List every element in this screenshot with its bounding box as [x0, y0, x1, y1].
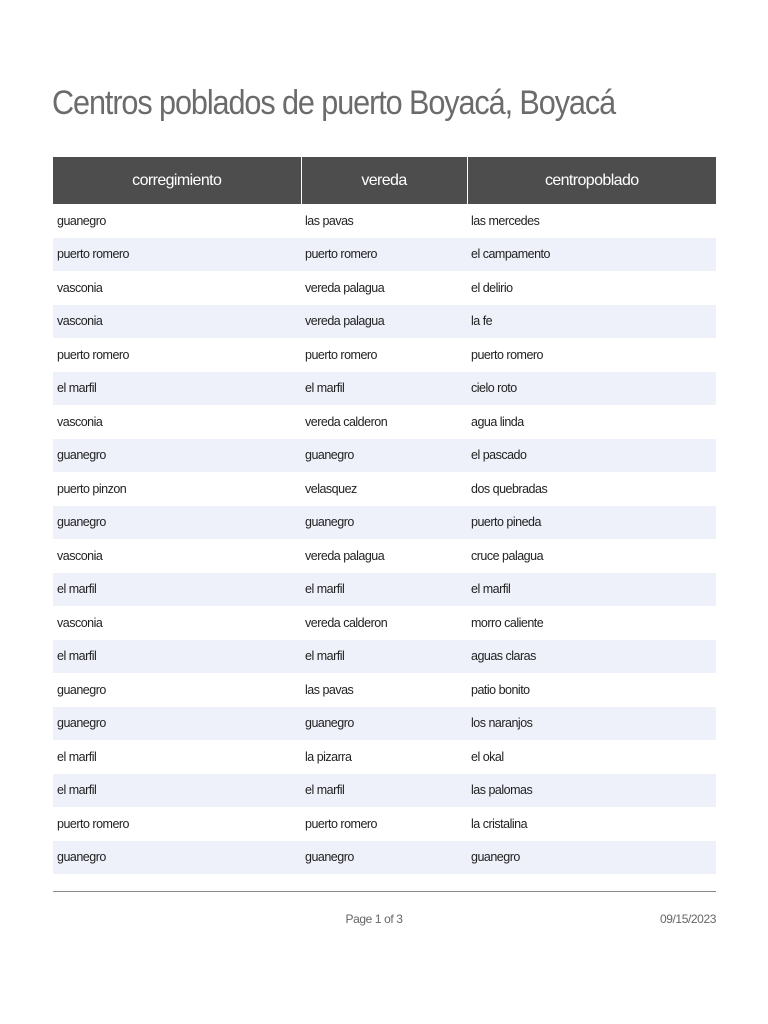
- cell-vereda: vereda palagua: [301, 305, 467, 339]
- cell-vereda: el marfil: [301, 640, 467, 674]
- table-body: [53, 204, 716, 874]
- table-row: [53, 774, 716, 808]
- table-row: [53, 204, 716, 238]
- cell-vereda: vereda palagua: [305, 548, 385, 563]
- table-row: [53, 305, 716, 339]
- cell-corregimiento: puerto pinzon: [57, 481, 127, 496]
- cell-corregimiento: el marfil: [57, 749, 97, 764]
- cell-centropoblado: el okal: [471, 749, 504, 764]
- table-row: [53, 271, 716, 305]
- cell-vereda: guanegro: [301, 841, 467, 875]
- cell-centropoblado: patio bonito: [471, 682, 530, 697]
- table-row: [53, 439, 716, 473]
- cell-vereda: las pavas: [305, 682, 354, 697]
- cell-vereda: vereda calderon: [305, 615, 388, 630]
- cell-centropoblado: puerto pineda: [467, 506, 716, 540]
- cell-corregimiento: el marfil: [53, 640, 301, 674]
- cell-corregimiento: vasconia: [53, 305, 301, 339]
- cell-corregimiento: el marfil: [53, 372, 301, 406]
- table-row: [53, 707, 716, 741]
- cell-vereda: puerto romero: [301, 238, 467, 272]
- cell-corregimiento: el marfil: [53, 573, 301, 607]
- column-header-corregimiento[interactable]: corregimiento: [53, 157, 301, 204]
- cell-centropoblado: la fe: [467, 305, 716, 339]
- cell-vereda: guanegro: [301, 707, 467, 741]
- cell-centropoblado: los naranjos: [467, 707, 716, 741]
- cell-corregimiento: puerto romero: [57, 347, 130, 362]
- cell-corregimiento: guanegro: [53, 707, 301, 741]
- print-date: 09/15/2023: [659, 912, 716, 926]
- column-header-vereda[interactable]: vereda: [301, 157, 467, 204]
- page-title: Centros poblados de puerto Boyacá, Boyacá: [52, 84, 616, 122]
- cell-centropoblado: aguas claras: [467, 640, 716, 674]
- table-row: [53, 841, 716, 875]
- table-row: [53, 338, 716, 372]
- table-row: [53, 573, 716, 607]
- cell-centropoblado: agua linda: [471, 414, 524, 429]
- cell-vereda: guanegro: [301, 439, 467, 473]
- cell-corregimiento: el marfil: [53, 774, 301, 808]
- cell-vereda: puerto romero: [305, 816, 378, 831]
- cell-corregimiento: vasconia: [57, 280, 103, 295]
- cell-vereda: vereda palagua: [305, 280, 385, 295]
- cell-centropoblado: el campamento: [467, 238, 716, 272]
- cell-centropoblado: las palomas: [467, 774, 716, 808]
- cell-corregimiento: vasconia: [57, 615, 103, 630]
- cell-corregimiento: puerto romero: [53, 238, 301, 272]
- page-number: Page 1 of 3: [345, 912, 403, 926]
- cell-centropoblado: la cristalina: [471, 816, 528, 831]
- table-row: [53, 405, 716, 439]
- cell-corregimiento: guanegro: [57, 213, 106, 228]
- cell-centropoblado: el pascado: [467, 439, 716, 473]
- cell-centropoblado: cruce palagua: [471, 548, 544, 563]
- table-row: [53, 472, 716, 506]
- cell-centropoblado: guanegro: [467, 841, 716, 875]
- table-row: [53, 673, 716, 707]
- cell-corregimiento: puerto romero: [57, 816, 130, 831]
- table-row: [53, 606, 716, 640]
- cell-corregimiento: guanegro: [53, 439, 301, 473]
- cell-centropoblado: el delirio: [471, 280, 513, 295]
- column-header-centropoblado[interactable]: centropoblado: [467, 157, 716, 204]
- cell-corregimiento: guanegro: [53, 841, 301, 875]
- cell-corregimiento: vasconia: [57, 548, 103, 563]
- cell-centropoblado: dos quebradas: [471, 481, 548, 496]
- cell-corregimiento: guanegro: [57, 682, 106, 697]
- cell-vereda: el marfil: [301, 774, 467, 808]
- cell-vereda: el marfil: [301, 372, 467, 406]
- table-row: [53, 506, 716, 540]
- cell-centropoblado: las mercedes: [471, 213, 540, 228]
- table-row: [53, 539, 716, 573]
- cell-vereda: puerto romero: [305, 347, 378, 362]
- footer-divider: [53, 891, 716, 892]
- table-row: [53, 372, 716, 406]
- cell-corregimiento: vasconia: [57, 414, 103, 429]
- table-header-row: [53, 157, 716, 204]
- cell-centropoblado: el marfil: [467, 573, 716, 607]
- cell-vereda: vereda calderon: [305, 414, 388, 429]
- cell-vereda: velasquez: [305, 481, 357, 496]
- cell-centropoblado: morro caliente: [471, 615, 544, 630]
- cell-vereda: las pavas: [305, 213, 354, 228]
- cell-corregimiento: guanegro: [53, 506, 301, 540]
- cell-vereda: guanegro: [301, 506, 467, 540]
- table-row: [53, 740, 716, 774]
- table-row: [53, 807, 716, 841]
- table-row: [53, 640, 716, 674]
- data-table: [53, 157, 716, 874]
- cell-vereda: la pizarra: [305, 749, 352, 764]
- table-row: [53, 238, 716, 272]
- cell-centropoblado: puerto romero: [471, 347, 544, 362]
- cell-vereda: el marfil: [301, 573, 467, 607]
- cell-centropoblado: cielo roto: [467, 372, 716, 406]
